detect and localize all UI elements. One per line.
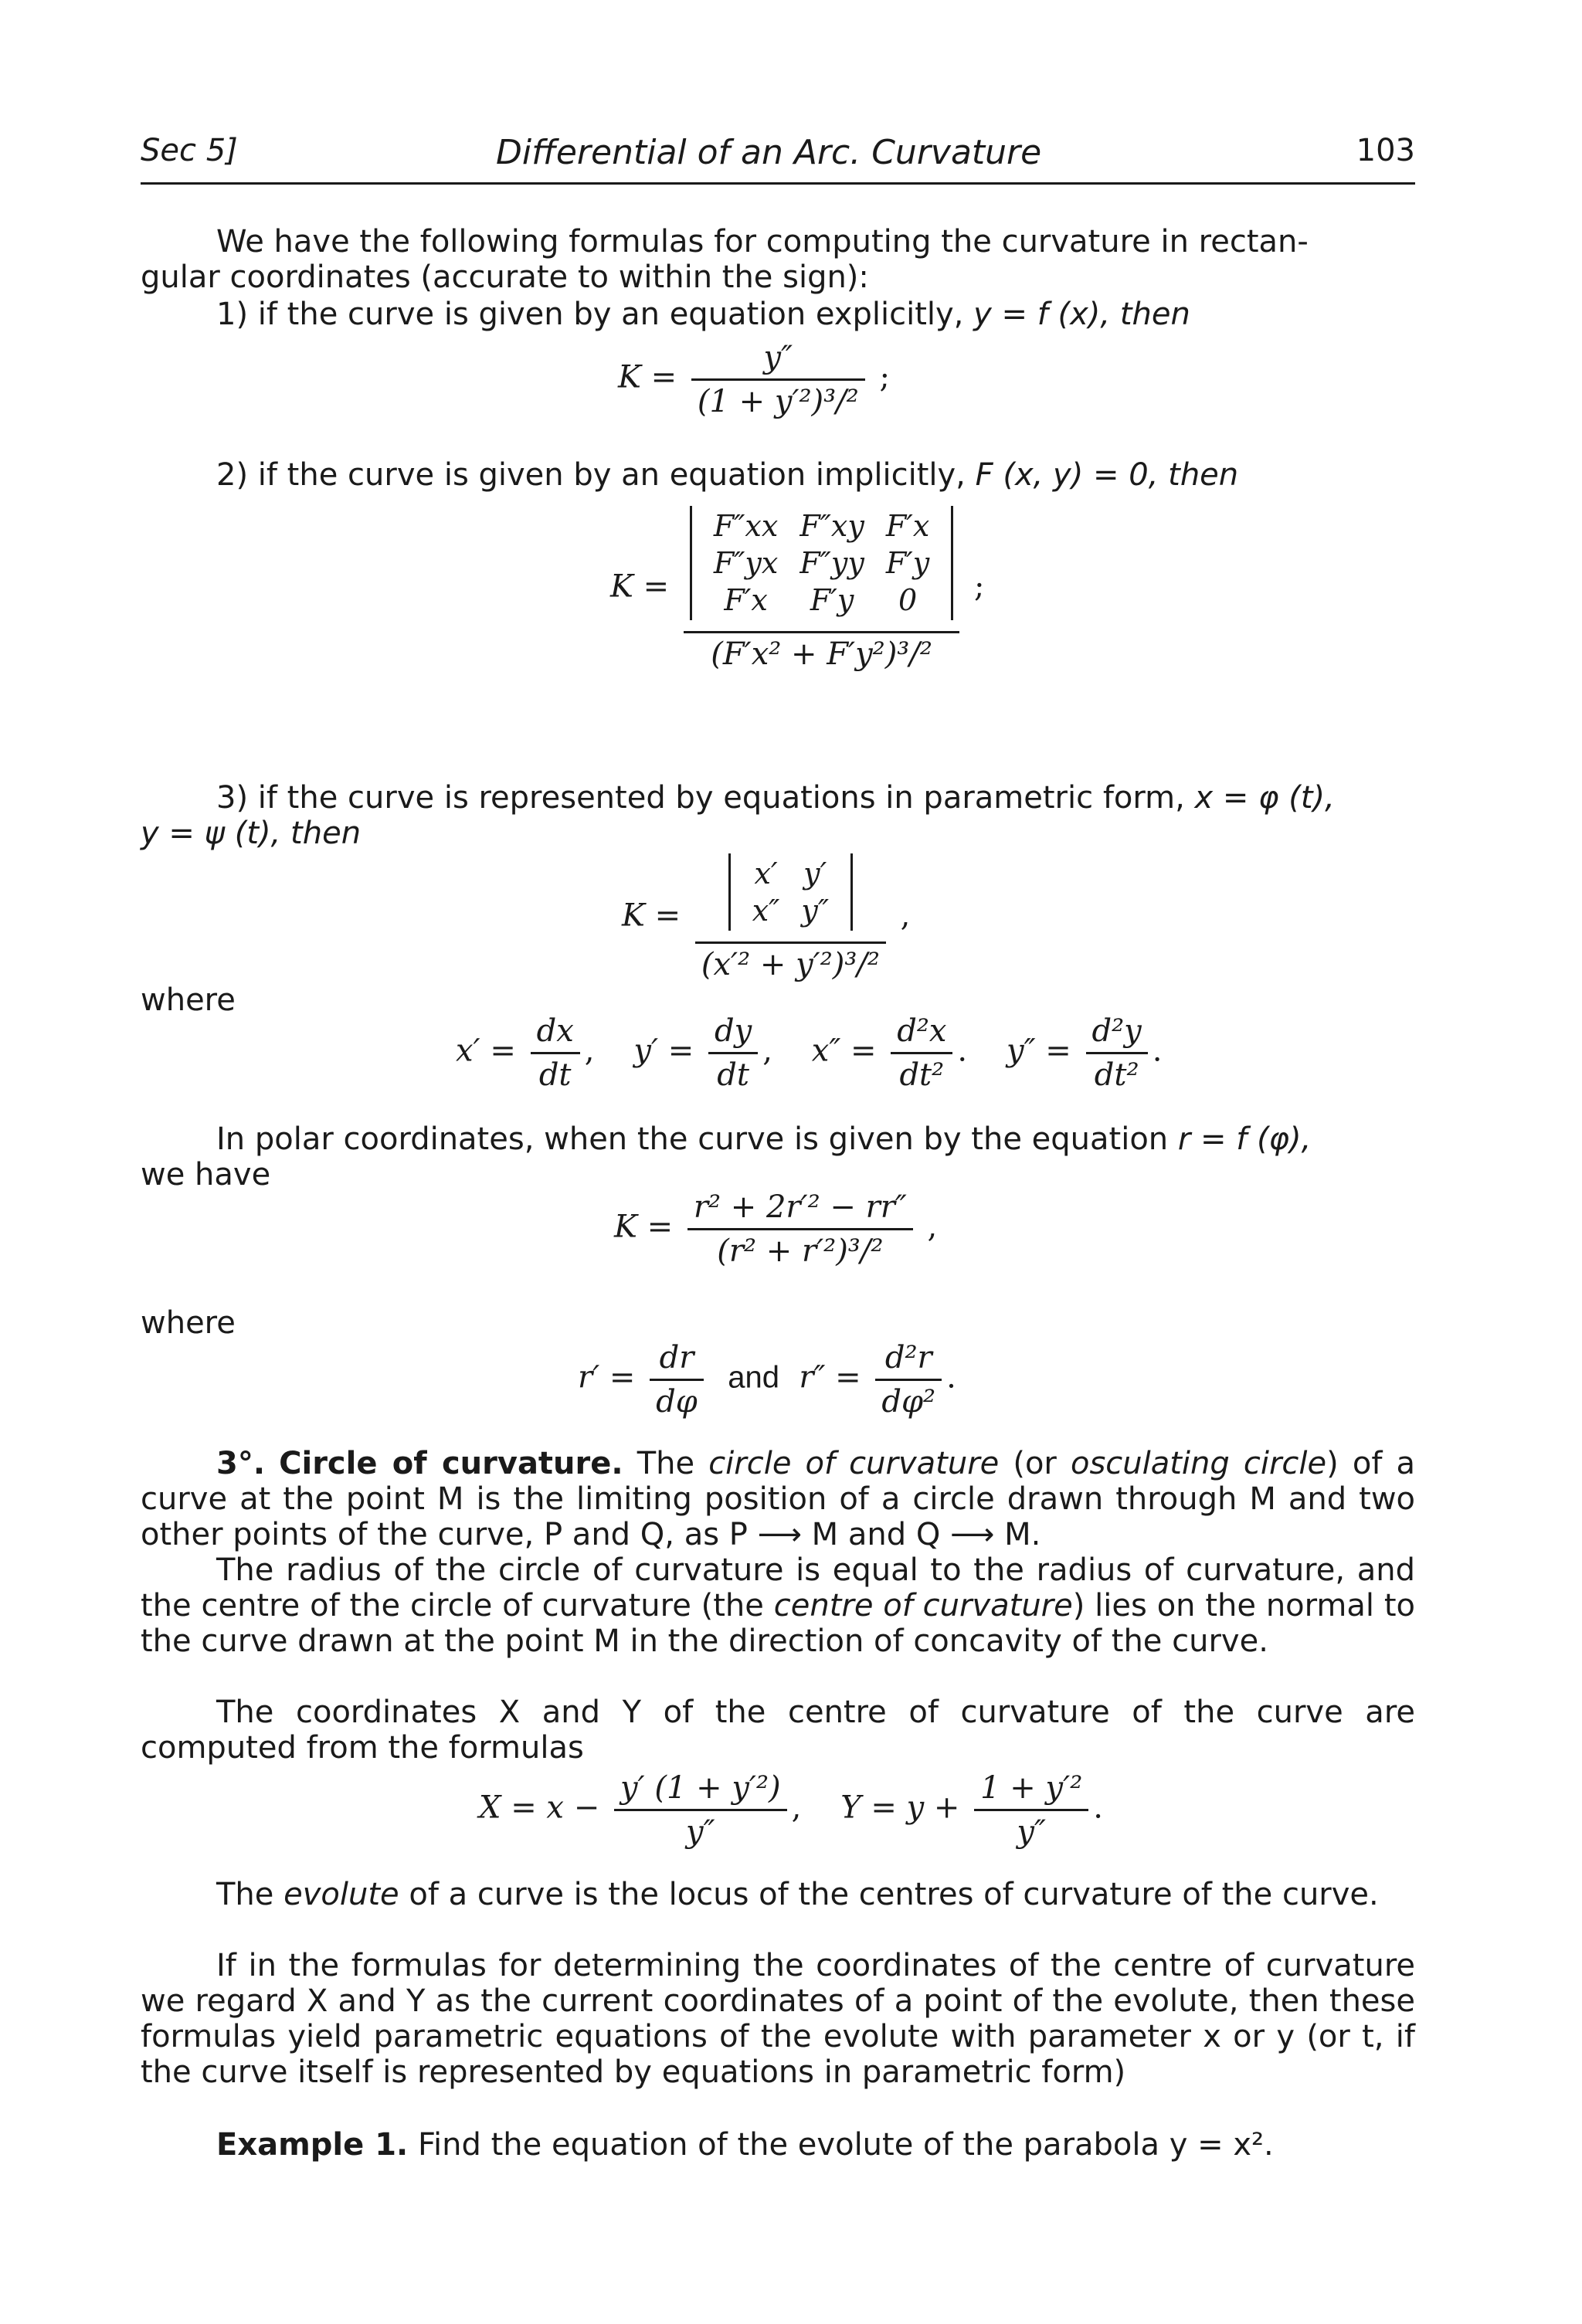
polar-text: In polar coordinates, when the curve is given by the equation r = f (φ),: [216, 1121, 1312, 1157]
where-label-1: where: [141, 982, 236, 1018]
det-cell: F″yy: [799, 546, 864, 580]
det-cell: F′x: [885, 509, 930, 543]
k1-numerator: y″: [763, 340, 793, 375]
k-label: K =: [614, 1209, 674, 1245]
example-1: [216, 2127, 1274, 2163]
header-rule: [141, 182, 1415, 185]
k3-denominator: (x′² + y′²)³/²: [695, 941, 886, 982]
formula-k-polar: K = $\frac{\text{r² + 2r′² − rr″}}{\text{(r² + r′²)³/²}}$ ,: [614, 1189, 938, 1269]
det-cell: F″xy: [799, 509, 864, 543]
kp-denominator: (r² + r′²)³/²: [687, 1228, 913, 1269]
intro-line-2: gular coordinates (accurate to within the sign):: [141, 260, 869, 295]
section-heading: Circle of curvature.: [279, 1446, 623, 1481]
k-label: K =: [622, 897, 681, 934]
det-cell: 0: [898, 583, 918, 617]
example-text: Find the equation of the evolute of the parabola y = x².: [417, 2127, 1274, 2163]
det-cell: x″: [752, 894, 780, 928]
det-cell: x′: [754, 857, 778, 891]
det-cell: y″: [801, 894, 830, 928]
det-cell: F″xx: [713, 509, 779, 543]
coordinates-paragraph: The coordinates X and Y of the centre of curvature of the curve are computed from the formulas: [141, 1695, 1415, 1766]
evolute-paragraph: The evolute of a curve is the locus of the centres of curvature of the curve.: [216, 1877, 1379, 1912]
polar-equation: r = f (φ),: [1177, 1121, 1312, 1157]
parametric-evolute-paragraph: If in the formulas for determining the coordinates of the centre of curvature we regard X and Y as the current coordinates of a point of the evolute, then these formulas yield parametric equations of the evolute with parameter x or y (or t, if the curve itself is represented by equations in parametric form): [141, 1948, 1415, 2090]
formula-k-explicit: K = $\frac{y''}{\text{(1 + y′²)³/²}}$ ;: [618, 340, 890, 419]
case-2-text: 2) if the curve is given by an equation implicitly, F (x, y) = 0, then: [216, 457, 1239, 493]
det-cell: F′y: [810, 583, 854, 617]
formula-centre-of-curvature: X = x − $\frac{\text{y′ (1 + y′²)}}{y''}$ , Y = y + $\frac{\text{1 + y′²}}{y''}$ .: [479, 1770, 1103, 1850]
intro-paragraph: [141, 224, 1415, 295]
intro-line-1: We have the following formulas for computing the curvature in rectan-: [216, 224, 1309, 260]
case-3-text: 3) if the curve is represented by equations in parametric form, x = φ (t),: [216, 780, 1335, 816]
det-cell: y′: [803, 857, 827, 891]
case-1-text: 1) if the curve is given by an equation explicitly, y = f (x), then: [216, 297, 1190, 332]
circle-of-curvature-paragraph: 3°. Circle of curvature. The circle of curvature (or osculating circle) of a curve at the point M is the limiting position of a circle drawn through M and two other points of the curve, P and Q, as P ⟶ M and Q ⟶ M.: [141, 1446, 1416, 1552]
k2-denominator: (F′x² + F′y²)³/²: [684, 631, 959, 672]
polar-text-2: we have: [141, 1157, 271, 1193]
case-1-equation: y = f (x), then: [973, 297, 1190, 332]
derivative-definitions: x′ = $\frac{dx}{dt}$ , y′ = $\frac{dy}{dt}$ , x″ = $\frac{\text{d²x}}{\text{dt²}}$ . y″ = $\frac{\text{d²y}}{\text{dt²}}$ .: [456, 1013, 1163, 1093]
where-label-2: where: [141, 1305, 236, 1341]
radius-paragraph: The radius of the circle of curvature is equal to the radius of curvature, and the centre of the circle of curvature (the centre of curvature) lies on the normal to the curve drawn at the point M in the direction of concavity of the curve.: [141, 1552, 1415, 1659]
polar-derivatives: r′ = $\frac{dr}{d\varphi}$ and r″ = $\frac{\text{d²r}}{\text{dφ²}}$ .: [578, 1340, 956, 1420]
running-header: [141, 133, 1415, 187]
section-label: Sec 5]: [141, 133, 238, 168]
formula-k-implicit: K = F″xx F″xy F′x F″yx F″yy F′y F′x F′y 0 (F′x² + F′y²)³/² ;: [610, 506, 984, 672]
k-label: K =: [610, 568, 670, 605]
kp-numerator: r² + 2r′² − rr″: [693, 1189, 907, 1225]
det-cell: F′x: [724, 583, 768, 617]
page-title: Differential of an Arc. Curvature: [496, 133, 1042, 172]
example-label: Example 1.: [216, 2127, 409, 2163]
page-number: 103: [1356, 133, 1415, 168]
formula-k-parametric: K = x′ y′ x″ y″ (x′² + y′²)³/² ,: [622, 853, 910, 982]
k-label: K =: [618, 359, 677, 395]
det-cell: F″yx: [713, 546, 779, 580]
case-3-equation-x: x = φ (t),: [1194, 780, 1335, 816]
det-cell: F′y: [885, 546, 930, 580]
parametric-determinant: [728, 853, 853, 931]
case-2-equation: F (x, y) = 0, then: [975, 457, 1239, 493]
case-3-equation-y: y = ψ (t), then: [141, 816, 362, 851]
k1-denominator: (1 + y′²)³/²: [691, 378, 865, 419]
implicit-determinant: [690, 506, 953, 620]
section-number: 3°.: [216, 1446, 266, 1481]
